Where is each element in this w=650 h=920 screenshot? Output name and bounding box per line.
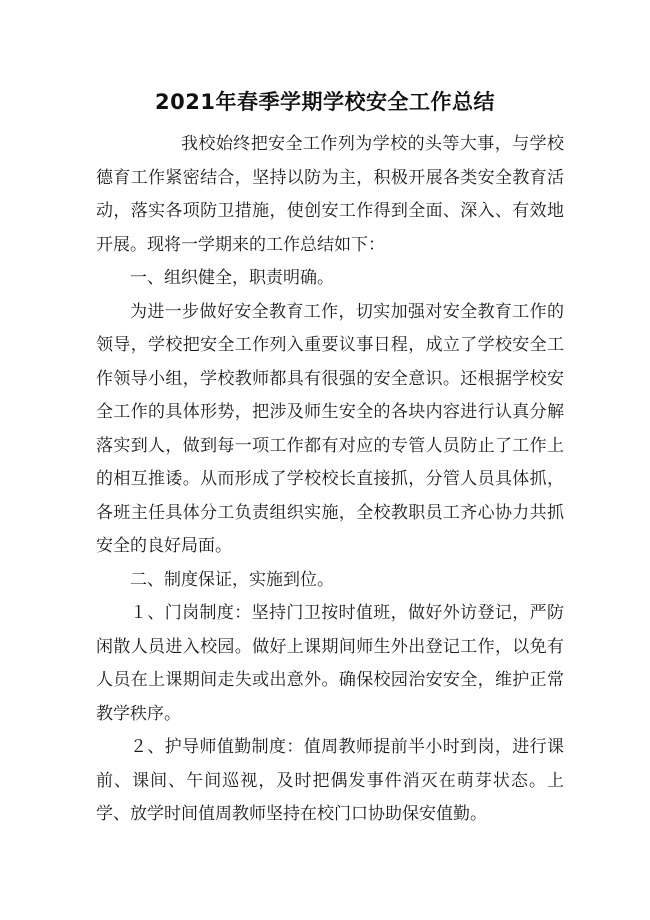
paragraph-gate-system: １、门岗制度：坚持门卫按时值班，做好外访登记，严防闲散人员进入校园。做好上课期间师生外出登记工作，以免有人员在上课期间走失或出意外。确保校园治安安全，维护正常教学秩序。 <box>96 603 564 724</box>
paragraph-organization: 为进一步做好安全教育工作，切实加强对安全教育工作的领导，学校把安全工作列入重要议事日程，成立了学校安全工作领导小组，学校教师都具有很强的安全意识。还根据学校安全工作的具体形势，把涉及师生安全的各块内容进行认真分解落实到人，做到每一项工作都有对应的专管人员防止了工作上的相互推诿。从而形成了学校校长直接抓，分管人员具体抓，各班主任具体分工负责组织实施，全校教职员工齐心协力共抓安全的良好局面。 <box>96 301 564 556</box>
paragraph-duty-system: ２、护导师值勤制度：值周教师提前半小时到岗，进行课前、课间、午间巡视，及时把偶发事件消灭在萌芽状态。上学、放学时间值周教师坚持在校门口协助保安值勤。 <box>96 737 564 824</box>
paragraph-intro: 我校始终把安全工作列为学校的头等大事，与学校德育工作紧密结合，坚持以防为主，积极开展各类安全教育活动，落实各项防卫措施，使创安工作得到全面、深入、有效地开展。现将一学期来的工作总结如下： <box>96 134 564 255</box>
section-heading-system: 二、制度保证，实施到位。 <box>130 569 334 590</box>
document-body <box>96 128 564 832</box>
document-title: 2021年春季学期学校安全工作总结 <box>155 90 495 114</box>
section-heading-organization: 一、组织健全，职责明确。 <box>130 268 334 288</box>
